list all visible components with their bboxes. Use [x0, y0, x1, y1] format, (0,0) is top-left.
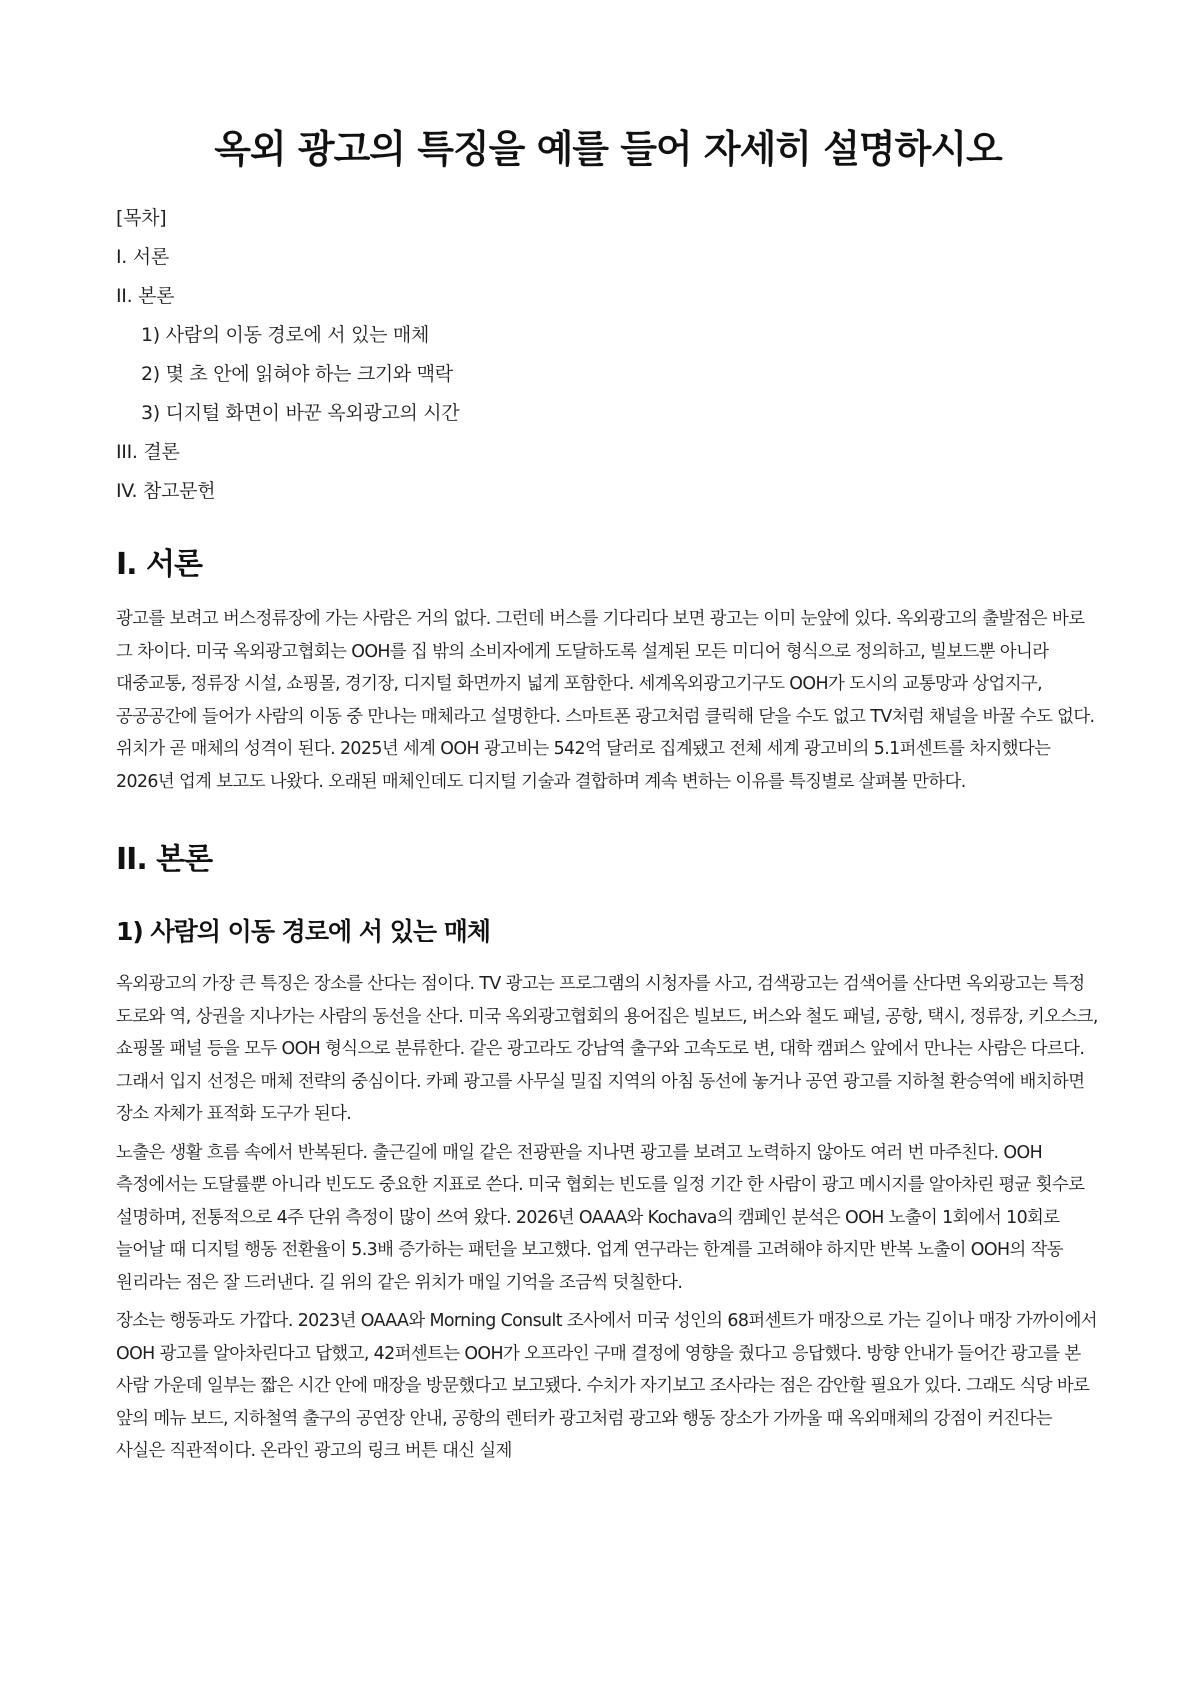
section-1-paragraph-2: 노출은 생활 흐름 속에서 반복된다. 출근길에 매일 같은 전광판을 지나면 광고를 보려고 노력하지 않아도 여러 번 마주친다. OOH 측정에서는 도달률뿐 아니라 빈도도 중요한 지표로 쓴다. 미국 협회는 빈도를 일정 기간 한 사람이 광고 메시지를 알아차린 평균 횟수로 설명하며, 전통적으로 4주 단위 측정이 많이 쓰여 왔다. 2026년 OAAA와 Kochava의 캠페인 분석은 OOH 노출이 1회에서 10회로 늘어날 때 디지털 행동 전환율이 5.3배 증가하는 패턴을 보고했다. 업계 연구라는 한계를 고려해야 하지만 반복 노출이 OOH의 작동 원리라는 점은 잘 드러낸다. 길 위의 같은 위치가 매일 기억을 조금씩 덧칠한다. [116, 1142, 1085, 1293]
section-1-paragraph-3: 장소는 행동과도 가깝다. 2023년 OAAA와 Morning Consult 조사에서 미국 성인의 68퍼센트가 매장으로 가는 길이나 매장 가까이에서 OOH 광고를 알아차린다고 답했고, 42퍼센트는 OOH가 오프라인 구매 결정에 영향을 줬다고 응답했다. 방향 안내가 들어간 광고를 본 사람 가운데 일부는 짧은 시간 안에 매장을 방문했다고 보고됐다. 수치가 자기보고 조사라는 점은 감안할 필요가 있다. 그래도 식당 바로 앞의 메뉴 보드, 지하철역 출구의 공연장 안내, 공항의 렌터카 광고처럼 광고와 행동 장소가 가까울 때 옥외매체의 강점이 커진다는 사실은 직관적이다. 온라인 광고의 링크 버튼 대신 실제 [116, 1311, 1097, 1461]
toc-item-conclusion: III. 결론 [116, 441, 180, 463]
toc-item-section-1: 1) 사람의 이동 경로에 서 있는 매체 [141, 324, 430, 346]
body-heading: II. 본론 [116, 842, 213, 877]
document-title: 옥외 광고의 특징을 예를 들어 자세히 설명하시오 [214, 127, 1002, 171]
toc-item-section-3: 3) 디지털 화면이 바꾼 옥외광고의 시간 [141, 402, 460, 424]
toc-item-references: IV. 참고문헌 [116, 480, 216, 502]
intro-heading: I. 서론 [116, 547, 202, 582]
toc-item-section-2: 2) 몇 초 안에 읽혀야 하는 크기와 맥락 [141, 363, 453, 385]
toc-item-body: II. 본론 [116, 285, 175, 307]
toc-item-introduction: I. 서론 [116, 246, 169, 268]
toc-heading: [목차] [116, 207, 167, 229]
section-1-heading: 1) 사람의 이동 경로에 서 있는 매체 [116, 917, 490, 946]
section-1-paragraph-1: 옥외광고의 가장 큰 특징은 장소를 산다는 점이다. TV 광고는 프로그램의 시청자를 사고, 검색광고는 검색어를 산다면 옥외광고는 특정 도로와 역, 상권을 지나가는 사람의 동선을 산다. 미국 옥외광고협회의 용어집은 빌보드, 버스와 철도 패널, 공항, 택시, 정류장, 키오스크, 쇼핑몰 패널 등을 모두 OOH 형식으로 분류한다. 같은 광고라도 강남역 출구와 고속도로 변, 대학 캠퍼스 앞에서 만나는 사람은 다르다. 그래서 입지 선정은 매체 전략의 중심이다. 카페 광고를 사무실 밀집 지역의 아침 동선에 놓거나 공연 광고를 지하철 환승역에 배치하면 장소 자체가 표적화 도구가 된다. [116, 974, 1098, 1124]
table-of-contents [116, 207, 1100, 503]
intro-paragraph: 광고를 보려고 버스정류장에 가는 사람은 거의 없다. 그런데 버스를 기다리다 보면 광고는 이미 눈앞에 있다. 옥외광고의 출발점은 바로 그 차이다. 미국 옥외광고협회는 OOH를 집 밖의 소비자에게 도달하도록 설계된 모든 미디어 형식으로 정의하고, 빌보드뿐 아니라 대중교통, 정류장 시설, 쇼핑몰, 경기장, 디지털 화면까지 넓게 포함한다. 세계옥외광고기구도 OOH가 도시의 교통망과 상업지구, 공공공간에 들어가 사람의 이동 중 만나는 매체라고 설명한다. 스마트폰 광고처럼 클릭해 닫을 수도 없고 TV처럼 채널을 바꿀 수도 없다. 위치가 곧 매체의 성격이 된다. 2025년 세계 OOH 광고비는 542억 달러로 집계됐고 전체 세계 광고비의 5.1퍼센트를 차지했다는 2026년 업계 보고도 나왔다. 오래된 매체인데도 디지털 기술과 결합하며 계속 변하는 이유를 특징별로 살펴볼 만하다. [116, 609, 1095, 792]
